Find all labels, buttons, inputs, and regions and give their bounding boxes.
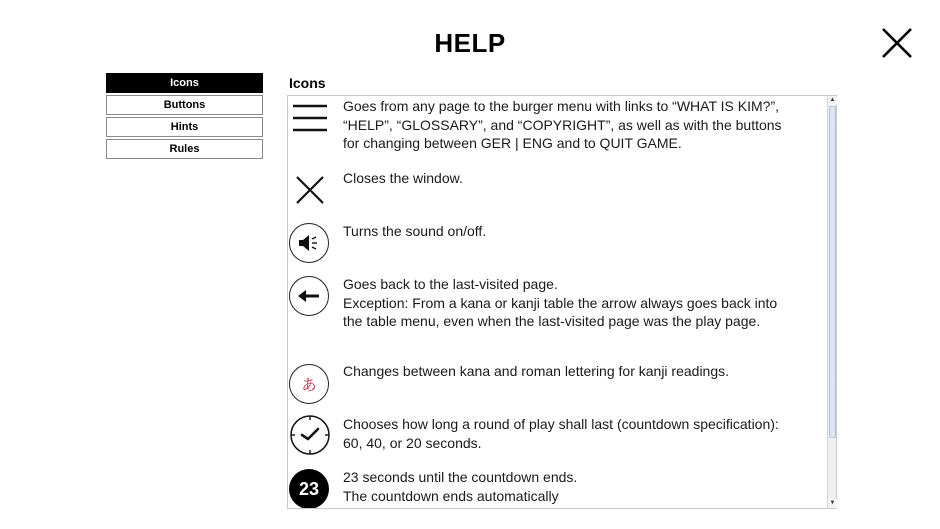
help-sidebar — [106, 73, 263, 161]
entry-text-line: Goes from any page to the burger menu with links to “WHAT IS KIM?”, — [343, 98, 779, 114]
kana-glyph: あ — [301, 375, 317, 394]
icons-help-panel[interactable] — [287, 95, 837, 509]
entry-description — [343, 222, 823, 241]
close-button[interactable] — [880, 26, 914, 60]
entry-text-line: Exception: From a kana or kanji table the arrow always goes back into — [343, 294, 778, 311]
entry-text-line: Goes back to the last-visited page. — [343, 276, 558, 292]
scroll-up-arrow-icon[interactable]: ▲ — [829, 97, 836, 103]
sidebar-item-buttons[interactable]: Buttons — [106, 95, 263, 115]
entry-text-line: Changes between kana and roman lettering for kanji readings. — [343, 363, 730, 379]
entry-text-line: for changing between GER | ENG and to QUIT GAME. — [343, 135, 682, 151]
entry-text-line: Turns the sound on/off. — [343, 223, 487, 239]
entry-text-line: Closes the window. — [343, 170, 463, 186]
entry-description — [343, 468, 823, 505]
entry-text-line: 23 seconds until the countdown ends. — [343, 469, 578, 485]
close-icon — [880, 26, 914, 60]
entry-text-line: The countdown ends automatically — [343, 487, 559, 504]
entry-text-line: “HELP”, “GLOSSARY”, and “COPYRIGHT”, as well as with the buttons — [343, 116, 782, 133]
countdown-badge-icon — [289, 469, 331, 509]
entry-description — [343, 169, 823, 188]
entry-description — [343, 97, 823, 153]
scroll-down-arrow-icon[interactable]: ▼ — [829, 500, 836, 506]
entry-text-line: the table menu, even when the last-visited page was the play page. — [343, 313, 761, 329]
scroll-thumb[interactable] — [829, 106, 836, 438]
back-arrow-icon — [289, 276, 331, 318]
panel-scrollbar[interactable] — [827, 96, 836, 508]
section-title: Icons — [289, 75, 326, 91]
entry-text-line: 60, 40, or 20 seconds. — [343, 434, 482, 451]
sidebar-item-icons[interactable]: Icons — [106, 73, 263, 93]
sidebar-item-rules[interactable]: Rules — [106, 139, 263, 159]
clock-icon — [289, 414, 331, 456]
entry-description — [343, 415, 823, 452]
burger-menu-icon — [289, 100, 331, 142]
countdown-value: 23 — [289, 469, 329, 509]
entry-description — [343, 275, 823, 331]
page-title: HELP — [434, 28, 506, 58]
sidebar-item-hints[interactable]: Hints — [106, 117, 263, 137]
entry-description — [343, 362, 823, 381]
kana-icon — [289, 364, 331, 406]
close-icon — [289, 172, 331, 214]
entry-text-line: Chooses how long a round of play shall last (countdown specification): — [343, 416, 779, 432]
sound-icon — [289, 223, 331, 265]
